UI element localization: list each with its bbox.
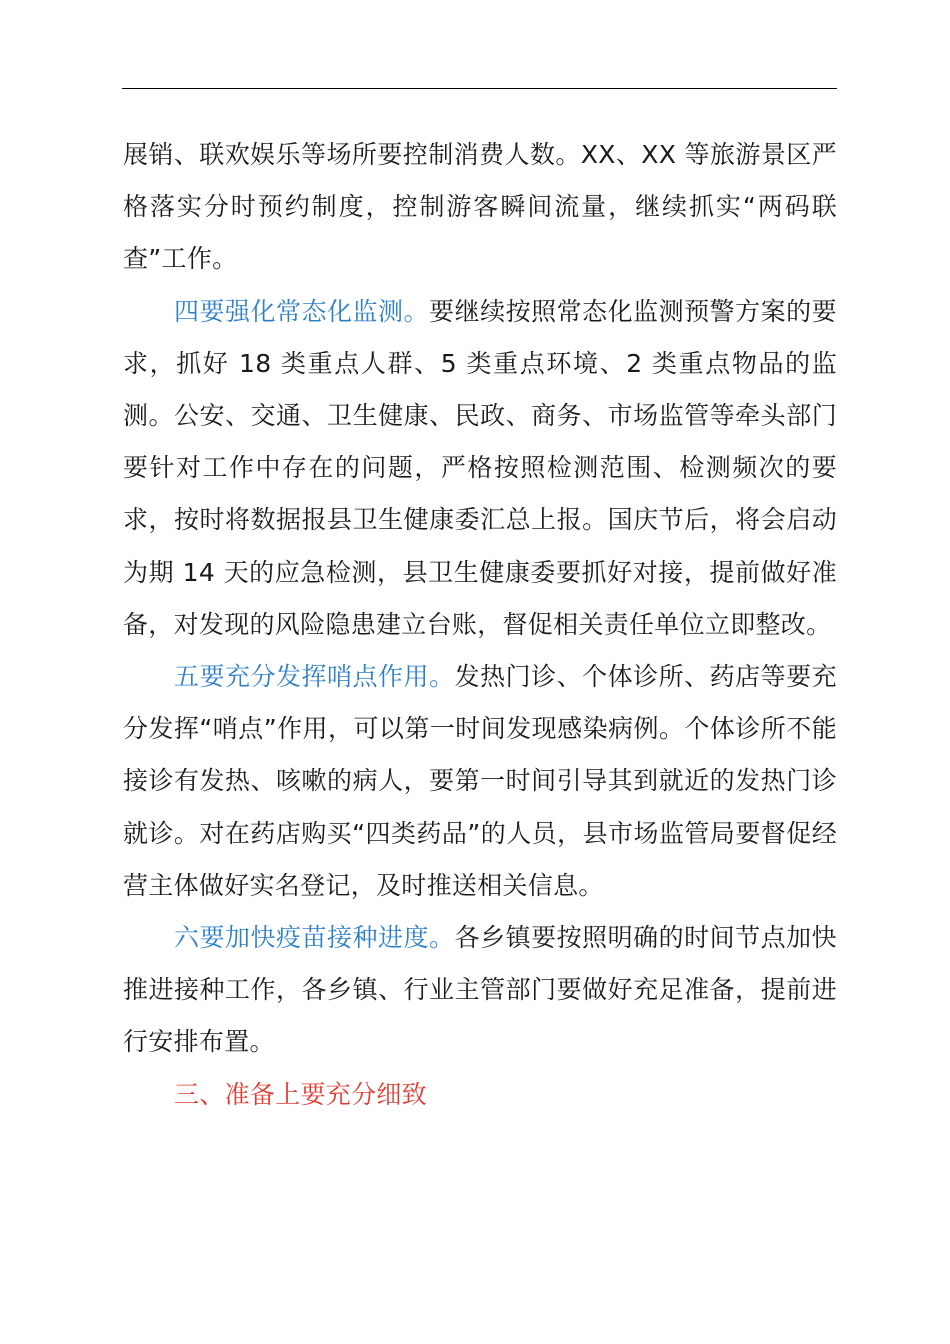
paragraph-text: 发热门诊、个体诊所、药店等要充分发挥“哨点”作用，可以第一时间发现感染病例。个体诊所不能接诊有发热、咳嗽的病人，要第一时间引导其到就近的发热门诊就诊。对在药店购买“四类药品”的人员，县市场监管局要督促经营主体做好实名登记，及时推送相关信息。 <box>123 662 837 900</box>
paragraph-text: 各乡镇要按照明确的时间节点加快推进接种工作，各乡镇、行业主管部门要做好充足准备，提前进行安排布置。 <box>123 923 837 1057</box>
document-body <box>123 129 837 1121</box>
section-heading: 三、准备上要充分细致 <box>174 1079 428 1109</box>
paragraph-continuation <box>123 129 837 286</box>
header-rule <box>122 88 837 89</box>
paragraph-text: 要继续按照常态化监测预警方案的要求，抓好 18 类重点人群、5 类重点环境、2 类重点物品的监测。公安、交通、卫生健康、民政、商务、市场监管等牵头部门要针对工作中存在的问题，严格按照检测范围、检测频次的要求，按时将数据报县卫生健康委汇总上报。国庆节后，将会启动为期 14 天的应急检测，县卫生健康委要抓好对接，提前做好准备，对发现的风险隐患建立台账，督促相关责任单位立即整改。 <box>123 296 837 639</box>
paragraph-monitoring <box>123 286 837 651</box>
paragraph-lead: 四要强化常态化监测。 <box>174 296 430 326</box>
paragraph-lead: 六要加快疫苗接种进度。 <box>174 923 455 953</box>
paragraph-vaccination <box>123 912 837 1069</box>
paragraph-sentinel <box>123 651 837 912</box>
paragraph-text: 展销、联欢娱乐等场所要控制消费人数。XX、XX 等旅游景区严格落实分时预约制度，控制游客瞬间流量，继续抓实“两码联查”工作。 <box>123 140 837 274</box>
paragraph-lead: 五要充分发挥哨点作用。 <box>174 662 455 692</box>
